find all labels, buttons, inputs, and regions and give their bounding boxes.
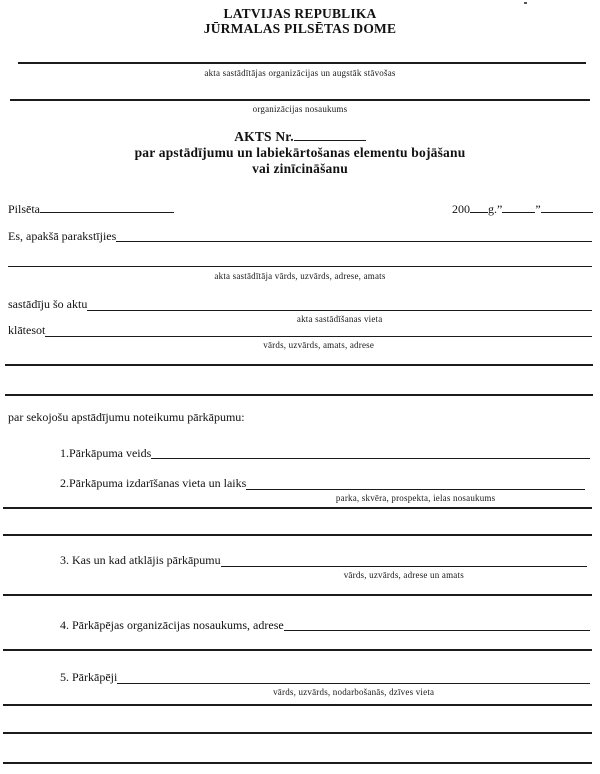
item-5-field: [60, 670, 590, 700]
drafted-caption: akta sastādīšanas vieta: [296, 314, 383, 324]
drafted-blank: [87, 297, 592, 311]
item-4-label: 4. Pārkāpējas organizācijas nosaukums, adrese: [60, 618, 284, 632]
divider-line: [3, 649, 592, 651]
present-blank: [45, 323, 592, 337]
item-4-field: [60, 618, 590, 633]
akts-subtitle-2: vai zinīcināšanu: [252, 161, 348, 176]
undersigned-label: Es, apakšā parakstījies: [8, 229, 117, 243]
org-caption-bottom: organizācijas nosaukums: [252, 104, 348, 114]
divider-line: [5, 364, 593, 366]
divider-line: [10, 99, 590, 101]
org-caption-top: akta sastādītājas organizācijas un augstāk stāvošas: [204, 68, 396, 78]
item-2-label: 2.Pārkāpuma izdarīšanas vieta un laiks: [60, 476, 247, 490]
item-5-caption: vārds, uzvārds, nodarbošanās, dzīves vieta: [273, 687, 435, 697]
item-1-label: 1.Pārkāpuma veids: [60, 446, 152, 460]
undersigned-caption: akta sastādītāja vārds, uzvārds, adrese, amats: [214, 271, 386, 281]
item-2-blank: [246, 476, 585, 490]
item-4-blank: [284, 618, 590, 631]
day-quote: ”: [535, 202, 541, 216]
violation-lead: par sekojošu apstādījumu noteikumu pārkāpumu:: [8, 410, 245, 424]
item-3-caption: vārds, uzvārds, adrese un amats: [343, 570, 464, 580]
undersigned-field: [8, 229, 592, 244]
item-5-blank: [117, 670, 590, 684]
divider-line: [3, 507, 592, 509]
present-field: [8, 323, 592, 353]
city-blank: [40, 201, 174, 213]
akts-title-row: [8, 129, 592, 145]
item-2-field: [60, 476, 585, 506]
present-caption: vārds, uzvārds, amats, adrese: [263, 340, 375, 350]
item-3-blank: [221, 553, 587, 567]
present-label: klātesot: [8, 323, 46, 337]
drafted-label: sastādīju šo aktu: [8, 297, 88, 311]
item-5-label: 5. Pārkāpēji: [60, 670, 118, 684]
item-3-label: 3. Kas un kad atklājis pārkāpumu: [60, 553, 221, 567]
divider-line: [3, 732, 592, 734]
divider-line: [3, 594, 592, 596]
akts-number-blank: [294, 129, 366, 141]
year-blank: [470, 201, 488, 213]
divider-line: [18, 62, 586, 64]
date-row: [452, 201, 593, 217]
divider-line: [8, 266, 592, 267]
undersigned-blank: [116, 229, 592, 242]
divider-line: [5, 394, 593, 396]
akts-subtitle-1: par apstādījumu un labiekārtošanas elementu bojāšanu: [134, 145, 466, 160]
year-prefix: 200: [452, 202, 470, 216]
city-label: Pilsēta: [8, 202, 40, 216]
item-3-field: [60, 553, 587, 583]
item-1-field: [60, 446, 590, 461]
month-blank: [541, 201, 593, 213]
day-blank: [502, 201, 535, 213]
divider-line: [3, 762, 592, 764]
header-institution: JŪRMALAS PILSĒTAS DOME: [203, 21, 397, 36]
item-1-blank: [151, 446, 590, 459]
year-suffix: g.”: [488, 202, 503, 216]
akts-title: AKTS Nr.: [234, 129, 294, 144]
header-country: LATVIJAS REPUBLIKA: [223, 6, 377, 21]
divider-line: [3, 534, 592, 536]
item-2-caption: parka, skvēra, prospekta, ielas nosaukums: [335, 493, 496, 503]
divider-line: [3, 704, 592, 706]
scan-artifact: [524, 2, 527, 4]
